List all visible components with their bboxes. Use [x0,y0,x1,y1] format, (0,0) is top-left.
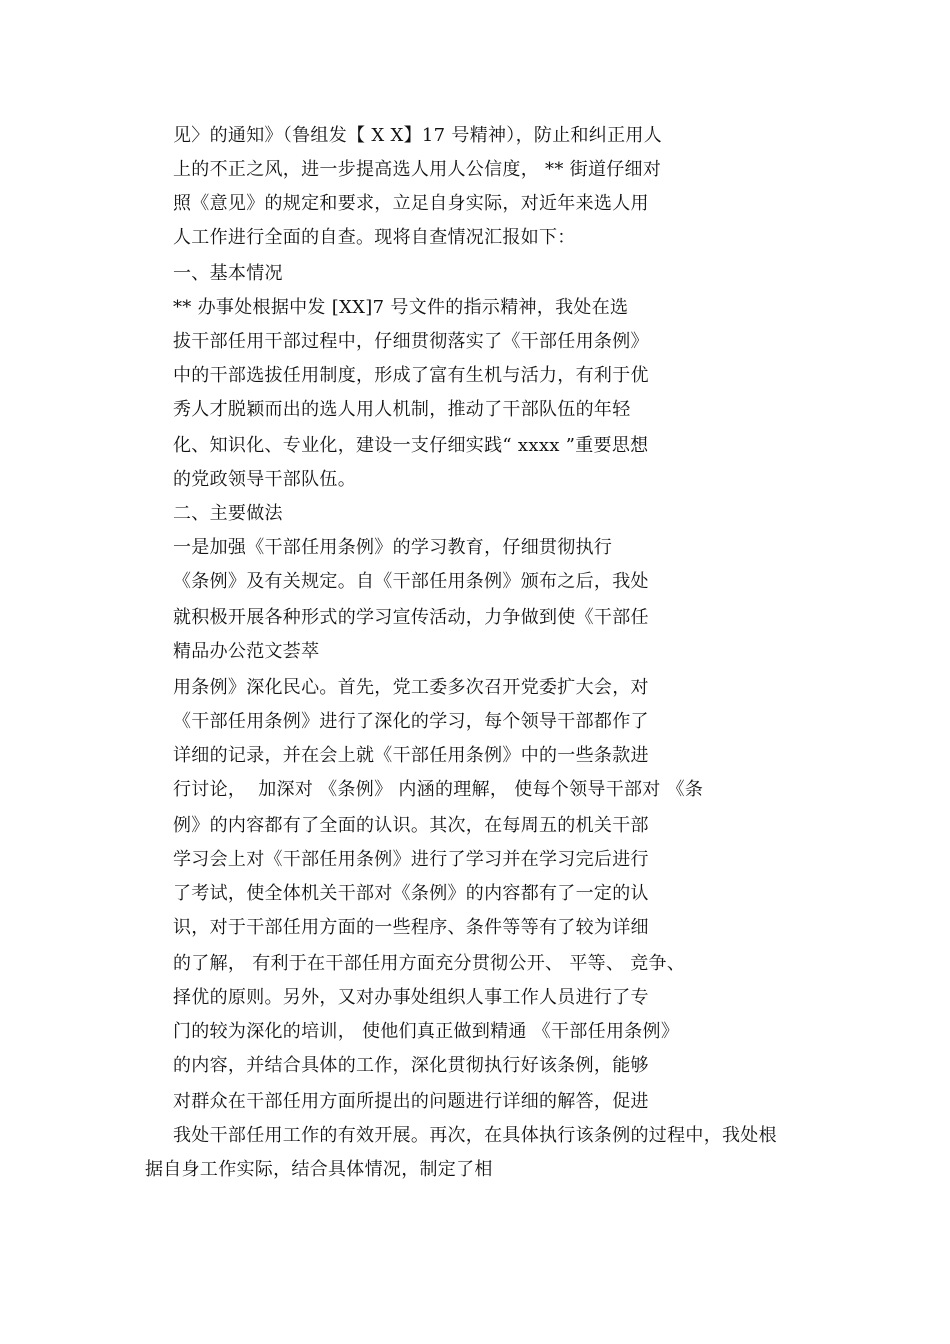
watermark-text: 精品办公范文荟萃 [173,641,320,662]
text-line: 照《意见》的规定和要求，立足自身实际，对近年来选人用 [173,193,649,214]
section-heading: 二、主要做法 [173,503,283,524]
text-line: 择优的原则。另外，又对办事处组织人事工作人员进行了专 [173,987,649,1008]
text-line: 学习会上对《干部任用条例》进行了学习并在学习完后进行 [173,849,649,870]
text-line: 《干部任用条例》进行了深化的学习，每个领导干部都作了 [173,711,649,732]
text-line: 《条例》及有关规定。自《干部任用条例》颁布之后，我处 [173,571,649,592]
text-line: 用条例》深化民心。首先，党工委多次召开党委扩大会，对 [173,677,649,698]
text-line: 行讨论， 加深对 《条例》 内涵的理解， 使每个领导干部对 《条 [173,779,704,800]
text-line: 人工作进行全面的自查。现将自查情况汇报如下： [173,227,576,248]
text-line: 就积极开展各种形式的学习宣传活动，力争做到使《干部任 [173,607,649,628]
text-line: ** 办事处根据中发 [XX]7 号文件的指示精神，我处在选 [173,297,629,318]
text-line: 我处干部任用工作的有效开展。再次，在具体执行该条例的过程中，我处根 [173,1125,777,1146]
text-line: 了考试，使全体机关干部对《条例》的内容都有了一定的认 [173,883,649,904]
text-line: 的了解， 有利于在干部任用方面充分贯彻公开、 平等、 竞争、 [173,953,686,974]
text-line: 上的不正之风，进一步提高选人用人公信度， ** 街道仔细对 [173,159,662,180]
text-line: 例》的内容都有了全面的认识。其次，在每周五的机关干部 [173,815,649,836]
section-heading: 一、基本情况 [173,263,283,284]
text-line: 的内容，并结合具体的工作，深化贯彻执行好该条例，能够 [173,1055,649,1076]
text-line: 对群众在干部任用方面所提出的问题进行详细的解答，促进 [173,1091,649,1112]
text-line: 门的较为深化的培训， 使他们真正做到精通 《干部任用条例》 [173,1021,680,1042]
text-line: 化、知识化、专业化，建设一支仔细实践“ xxxx ”重要思想 [173,435,649,456]
text-line: 一是加强《干部任用条例》的学习教育，仔细贯彻执行 [173,537,613,558]
text-line: 拔干部任用干部过程中，仔细贯彻落实了《干部任用条例》 [173,331,649,352]
text-line: 详细的记录，并在会上就《干部任用条例》中的一些条款进 [173,745,649,766]
text-line: 识，对于干部任用方面的一些程序、条件等等有了较为详细 [173,917,649,938]
text-line: 据自身工作实际，结合具体情况，制定了相 [145,1159,493,1180]
text-line: 见〉的通知》（鲁组发【 X X】17 号精神），防止和纠正用人 [173,125,662,146]
text-line: 的党政领导干部队伍。 [173,469,356,490]
text-line: 中的干部选拔任用制度，形成了富有生机与活力，有利于优 [173,365,649,386]
text-line: 秀人才脱颖而出的选人用人机制，推动了干部队伍的年轻 [173,399,631,420]
